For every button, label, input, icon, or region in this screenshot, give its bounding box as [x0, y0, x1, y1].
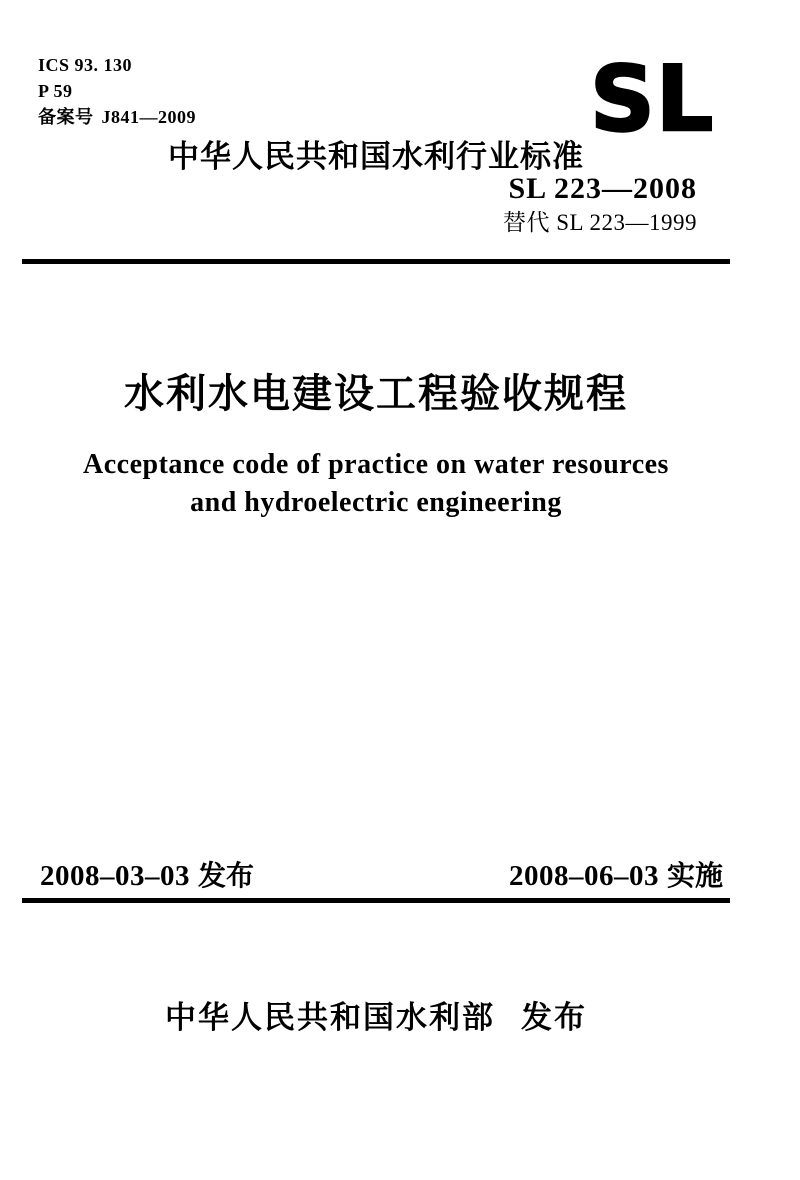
issue-date-value: 2008–03–03	[40, 860, 190, 892]
standard-code-block	[503, 172, 697, 237]
standard-category-heading: 中华人民共和国水利行业标准	[168, 139, 584, 174]
document-title-en	[22, 446, 730, 522]
document-title-en-line2: and hydroelectric engineering	[190, 487, 562, 518]
document-title-cn: 水利水电建设工程验收规程	[124, 372, 628, 416]
publisher-label: 发布	[521, 1000, 587, 1035]
issue-date-label: 发布	[198, 860, 255, 891]
sl-logo: SL	[590, 47, 715, 152]
implementation-date-label: 实施	[666, 860, 723, 891]
record-number-label: 备案号	[38, 107, 94, 127]
publisher-line	[22, 992, 730, 1037]
standard-code: SL 223—2008	[508, 172, 697, 205]
record-number-value: J841—2009	[101, 107, 196, 127]
dates-row	[0, 854, 800, 890]
record-number-line	[38, 104, 196, 130]
implementation-date	[509, 854, 723, 894]
footer-rule	[22, 898, 730, 903]
publisher-name: 中华人民共和国水利部	[165, 1000, 495, 1035]
ics-code: ICS 93. 130	[38, 55, 133, 75]
p-classification: P 59	[38, 81, 73, 101]
classification-block	[38, 52, 196, 130]
implementation-date-value: 2008–06–03	[508, 860, 659, 892]
header-rule	[22, 259, 730, 264]
document-title-en-line1: Acceptance code of practice on water resources	[83, 449, 669, 480]
replaces-note: 替代 SL 223—1999	[503, 210, 697, 235]
issue-date	[40, 854, 254, 894]
